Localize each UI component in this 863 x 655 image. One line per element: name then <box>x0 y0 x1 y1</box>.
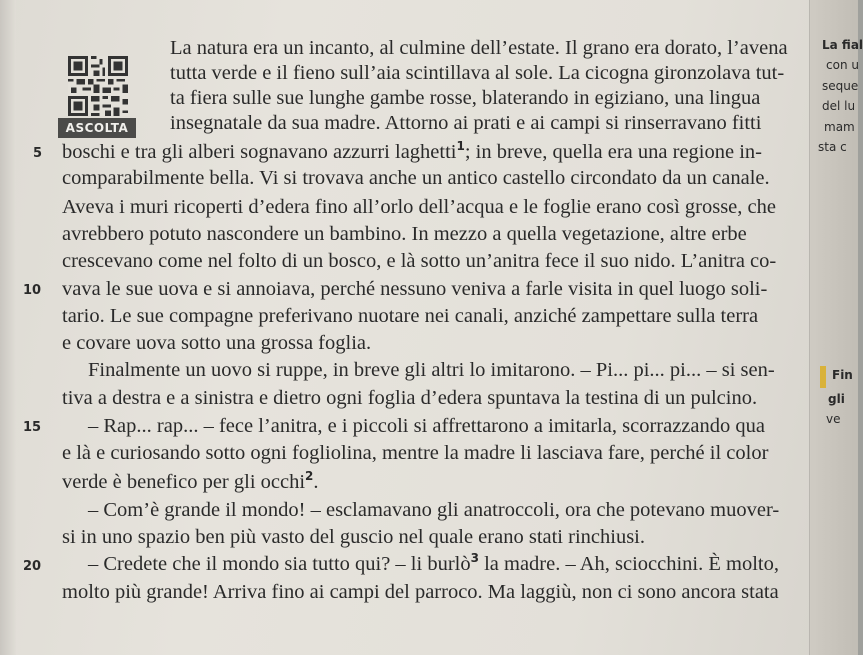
sidebar-text-7: Fin <box>832 368 853 382</box>
sidebar-text-6: sta c <box>818 140 847 154</box>
text-line-1: La natura era un incanto, al culmine dell’estate. Il grano era dorato, l’avena <box>170 37 788 59</box>
sidebar-text-1: La fial <box>822 38 863 52</box>
text-line-20 <box>88 552 779 576</box>
footnote-ref-1[interactable]: 1 <box>456 139 465 154</box>
sidebar-text-8: gli <box>828 392 845 406</box>
listen-badge[interactable]: ASCOLTA <box>58 118 136 138</box>
sidebar-text-5: mam <box>824 120 855 134</box>
text-line-20-end: la madre. – Ah, sciocchini. È molto, <box>478 553 779 575</box>
line-number-15: 15 <box>23 420 42 435</box>
text-line-4: insegnatale da sua madre. Attorno ai prati e ai campi si rinserravano fitti <box>170 112 762 134</box>
text-line-7: Aveva i muri ricoperti d’edera fino all’orlo dell’acqua e le foglie erano così grosse, che <box>62 196 776 218</box>
text-line-19: si in uno spazio ben più vasto del guscio nel quale erano stati rinchiusi. <box>62 526 645 548</box>
text-line-5-end: ; in breve, quella era una regione in- <box>464 141 762 163</box>
text-line-17-end: . <box>313 471 319 493</box>
sidebar-text-3: seque <box>822 79 859 93</box>
text-line-16: e là e curiosando sotto ogni fogliolina, mentre la madre li lasciava fare, perché il color <box>62 442 769 464</box>
text-line-12: e covare uova sotto una grossa foglia. <box>62 332 372 354</box>
text-line-5 <box>62 140 762 164</box>
text-line-6: comparabilmente bella. Vi si trovava anche un antico castello circondato da un canale. <box>62 167 770 189</box>
text-line-10: vava le sue uova e si annoiava, perché nessuno veniva a farle visita in quel luogo soli- <box>62 278 768 300</box>
line-number-5: 5 <box>33 146 43 161</box>
qr-code-icon[interactable] <box>66 56 130 116</box>
footnote-ref-2[interactable]: 2 <box>305 469 314 484</box>
highlight-marker <box>820 366 826 388</box>
text-line-18: – Com’è grande il mondo! – esclamavano gli anatroccoli, ora che potevano muover- <box>88 499 780 521</box>
sidebar-text-9: ve <box>826 412 841 426</box>
text-line-17 <box>62 470 319 494</box>
text-line-20-start: – Credete che il mondo sia tutto qui? – li burlò <box>88 553 471 575</box>
text-line-3: ta fiera sulle sue lunghe gambe rosse, blaterando in egiziano, una lingua <box>170 87 761 109</box>
text-line-14: tiva a destra e a sinistra e dietro ogni foglia d’edera spuntava la testina di un pulcino. <box>62 387 758 409</box>
line-number-10: 10 <box>23 283 42 298</box>
text-line-2: tutta verde e il fieno sull’aia scintillava al sole. La cicogna gironzolava tut- <box>170 62 785 84</box>
text-line-11: tario. Le sue compagne preferivano nuotare nei canali, anziché zampettare sulla terra <box>62 305 759 327</box>
line-number-20: 20 <box>23 559 42 574</box>
sidebar-text-2: con u <box>826 58 859 72</box>
text-line-15: – Rap... rap... – fece l’anitra, e i piccoli si affrettarono a imitarla, scorrazzando qua <box>88 415 765 437</box>
text-line-8: avrebbero potuto nascondere un bambino. In mezzo a quella vegetazione, altre erbe <box>62 223 747 245</box>
text-line-17-start: verde è benefico per gli occhi <box>62 471 306 493</box>
sidebar-text-4: del lu <box>822 99 856 113</box>
text-line-13: Finalmente un uovo si ruppe, in breve gli altri lo imitarono. – Pi... pi... pi... – si sen- <box>88 359 775 381</box>
footnote-ref-3[interactable]: 3 <box>470 551 479 566</box>
text-line-21: molto più grande! Arriva fino ai campi del parroco. Ma laggiù, non ci sono ancora stata <box>62 581 779 603</box>
text-line-9: crescevano come nel folto di un bosco, e là sotto un’anitra fece il suo nido. L’anitra co- <box>62 250 777 272</box>
page-gutter <box>0 0 16 655</box>
text-line-5-start: boschi e tra gli alberi sognavano azzurri laghetti <box>62 141 457 163</box>
